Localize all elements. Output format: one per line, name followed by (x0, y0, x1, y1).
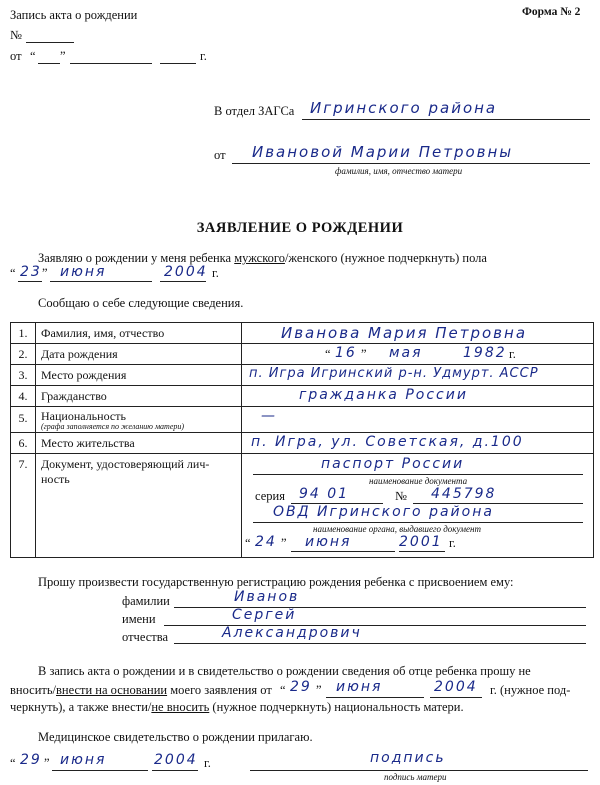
father-not-enter: вносить/ (10, 683, 57, 697)
footer-year: 2004 (154, 752, 198, 768)
decl-quote-open: “ (10, 266, 16, 280)
father-line-3 (10, 700, 464, 715)
record-year-line (160, 63, 196, 64)
table-row-divider (11, 453, 593, 454)
row-7-num: 7. (18, 457, 28, 471)
row-5-sublabel: (графа заполняется по желанию матери) (41, 422, 185, 431)
father-line3-c: (нужное подчеркнуть) национальность матери. (209, 700, 464, 714)
row-6-label: Место жительства (41, 436, 135, 450)
row-7-issue-year-line (399, 551, 445, 552)
footer-quote-open: “ (10, 756, 16, 770)
row-7-issue-year: 2001 (399, 534, 443, 550)
table-col-divider-1 (35, 323, 36, 557)
signature: подпись (370, 750, 446, 766)
to-line (302, 119, 590, 120)
row-7-docname-line (253, 474, 583, 475)
table-row-divider (11, 406, 593, 407)
row-6-num: 6. (18, 436, 28, 450)
row-1-value: Иванова Мария Петровна (281, 324, 528, 342)
record-label: Запись акта о рождении (10, 8, 138, 22)
row-7-issue-month: июня (305, 534, 352, 550)
registration-intro: Прошу произвести государственную регистрацию рождения ребенка с присвоением ему: (38, 575, 514, 589)
row-4-num: 4. (18, 389, 28, 403)
row-1-label: Фамилия, имя, отчество (41, 326, 165, 340)
decl-day: 23 (20, 264, 42, 280)
name-label: имени (122, 612, 156, 626)
row-3-num: 3. (18, 368, 28, 382)
decl-year: 2004 (164, 264, 208, 280)
row-7-series: 94 01 (299, 486, 350, 502)
row-7-label-cont: ность (41, 472, 70, 486)
father-enter-on-basis: внести на основании (56, 683, 168, 697)
from-value: Ивановой Марии Петровны (252, 143, 514, 161)
row-7-docname-caption: наименование документа (369, 476, 468, 486)
decl-year-suffix: г. (212, 266, 219, 280)
row-7-docname: паспорт России (321, 456, 465, 472)
row-2-label: Дата рождения (41, 347, 118, 361)
medical-statement: Медицинское свидетельство о рождении прилагаю. (38, 730, 313, 744)
from-line (232, 163, 590, 164)
surname-value: Иванов (234, 589, 300, 605)
row-5-label: Национальность (41, 409, 126, 423)
surname-label: фамилии (122, 594, 170, 608)
footer-day: 29 (20, 752, 42, 768)
signature-caption: подпись матери (384, 772, 447, 782)
record-number-line (26, 42, 74, 43)
footer-suffix: г. (204, 756, 211, 770)
document-title: ЗАЯВЛЕНИЕ О РОЖДЕНИИ (196, 220, 404, 236)
father-month-line (326, 697, 424, 698)
footer-month: июня (60, 752, 107, 768)
record-number-label: № (10, 28, 22, 42)
father-line-2 (10, 683, 272, 698)
row-2-quote-close: ” (361, 347, 367, 361)
table-col-divider-2 (241, 323, 242, 557)
row-7-issue-quote-open: “ (245, 536, 251, 550)
row-7-label: Документ, удостоверяющий лич- (41, 457, 210, 471)
footer-quote-close: ” (44, 756, 50, 770)
father-line2-d: г. (нужное под- (490, 683, 571, 697)
row-4-value: гражданка России (299, 387, 468, 403)
row-2-month: мая (389, 345, 423, 361)
declaration-male: мужского (234, 251, 285, 265)
row-3-label: Место рождения (41, 368, 127, 382)
father-line-1: В запись акта о рождении и в свидетельство о рождении сведения об отце ребенка прошу не (38, 664, 531, 678)
row-2-quote-open: “ (325, 347, 331, 361)
decl-quote-close: ” (42, 266, 48, 280)
row-7-issue-suffix: г. (449, 536, 456, 550)
row-2-suffix: г. (509, 347, 516, 361)
row-7-issuer-caption: наименование органа, выдавшего документ (313, 524, 481, 534)
record-quote-open: “ (30, 49, 36, 63)
row-4-label: Гражданство (41, 389, 107, 403)
record-day-line (38, 63, 60, 64)
info-intro: Сообщаю о себе следующие сведения. (38, 296, 244, 310)
decl-day-line (18, 281, 42, 282)
decl-month-line (50, 281, 152, 282)
table-row-divider (11, 432, 593, 433)
father-month: июня (336, 679, 383, 695)
patronymic-line (174, 643, 586, 644)
father-quote-open: “ (280, 683, 286, 697)
record-date-from-label: от (10, 49, 22, 63)
signature-line (250, 770, 588, 771)
row-7-number-label: № (395, 489, 407, 503)
father-not-enter-nationality: не вносить (151, 700, 210, 714)
record-month-line (70, 63, 152, 64)
row-7-series-label: серия (255, 489, 285, 503)
to-label: В отдел ЗАГСа (214, 104, 295, 118)
row-3-value: п. Игра Игринский р-н. Удмурт. АССР (249, 366, 539, 381)
footer-year-line (152, 770, 198, 771)
row-6-value: п. Игра, ул. Советская, д.100 (251, 434, 524, 450)
row-5-value: — (261, 408, 277, 424)
row-7-issuer-line (253, 522, 583, 523)
row-7-issuer: ОВД Игринского района (273, 504, 494, 520)
row-7-issue-month-line (291, 551, 395, 552)
table-row-divider (11, 364, 593, 365)
father-line3-a: черкнуть), а также внести/ (10, 700, 152, 714)
row-2-day: 16 (335, 345, 357, 361)
from-caption: фамилия, имя, отчество матери (335, 166, 463, 176)
row-7-issue-quote-close: ” (281, 536, 287, 550)
name-value: Сергей (232, 607, 297, 623)
row-1-num: 1. (18, 326, 28, 340)
patronymic-value: Александрович (222, 625, 362, 641)
to-value: Игринского района (310, 99, 498, 117)
declaration-after: /женского (нужное подчеркнуть) пола (284, 251, 487, 265)
declaration-before: Заявляю о рождении у меня ребенка (38, 251, 235, 265)
record-quote-close: ” (60, 49, 66, 63)
footer-month-line (52, 770, 148, 771)
decl-month: июня (60, 264, 107, 280)
decl-year-line (160, 281, 206, 282)
patronymic-label: отчества (122, 630, 168, 644)
row-7-issue-day: 24 (255, 534, 277, 550)
father-year-line (430, 697, 482, 698)
row-2-num: 2. (18, 347, 28, 361)
father-line2-c: моего заявления от (167, 683, 272, 697)
father-day: 29 (290, 679, 312, 695)
info-table (10, 322, 594, 558)
table-row-divider (11, 385, 593, 386)
father-year: 2004 (434, 679, 478, 695)
row-2-year: 1982 (463, 345, 507, 361)
from-label: от (214, 148, 226, 162)
father-quote-close: ” (316, 683, 322, 697)
table-row-divider (11, 343, 593, 344)
row-7-number: 445798 (431, 486, 497, 502)
row-5-num: 5. (18, 411, 28, 425)
form-number: Форма № 2 (522, 6, 581, 18)
record-year-suffix: г. (200, 49, 207, 63)
